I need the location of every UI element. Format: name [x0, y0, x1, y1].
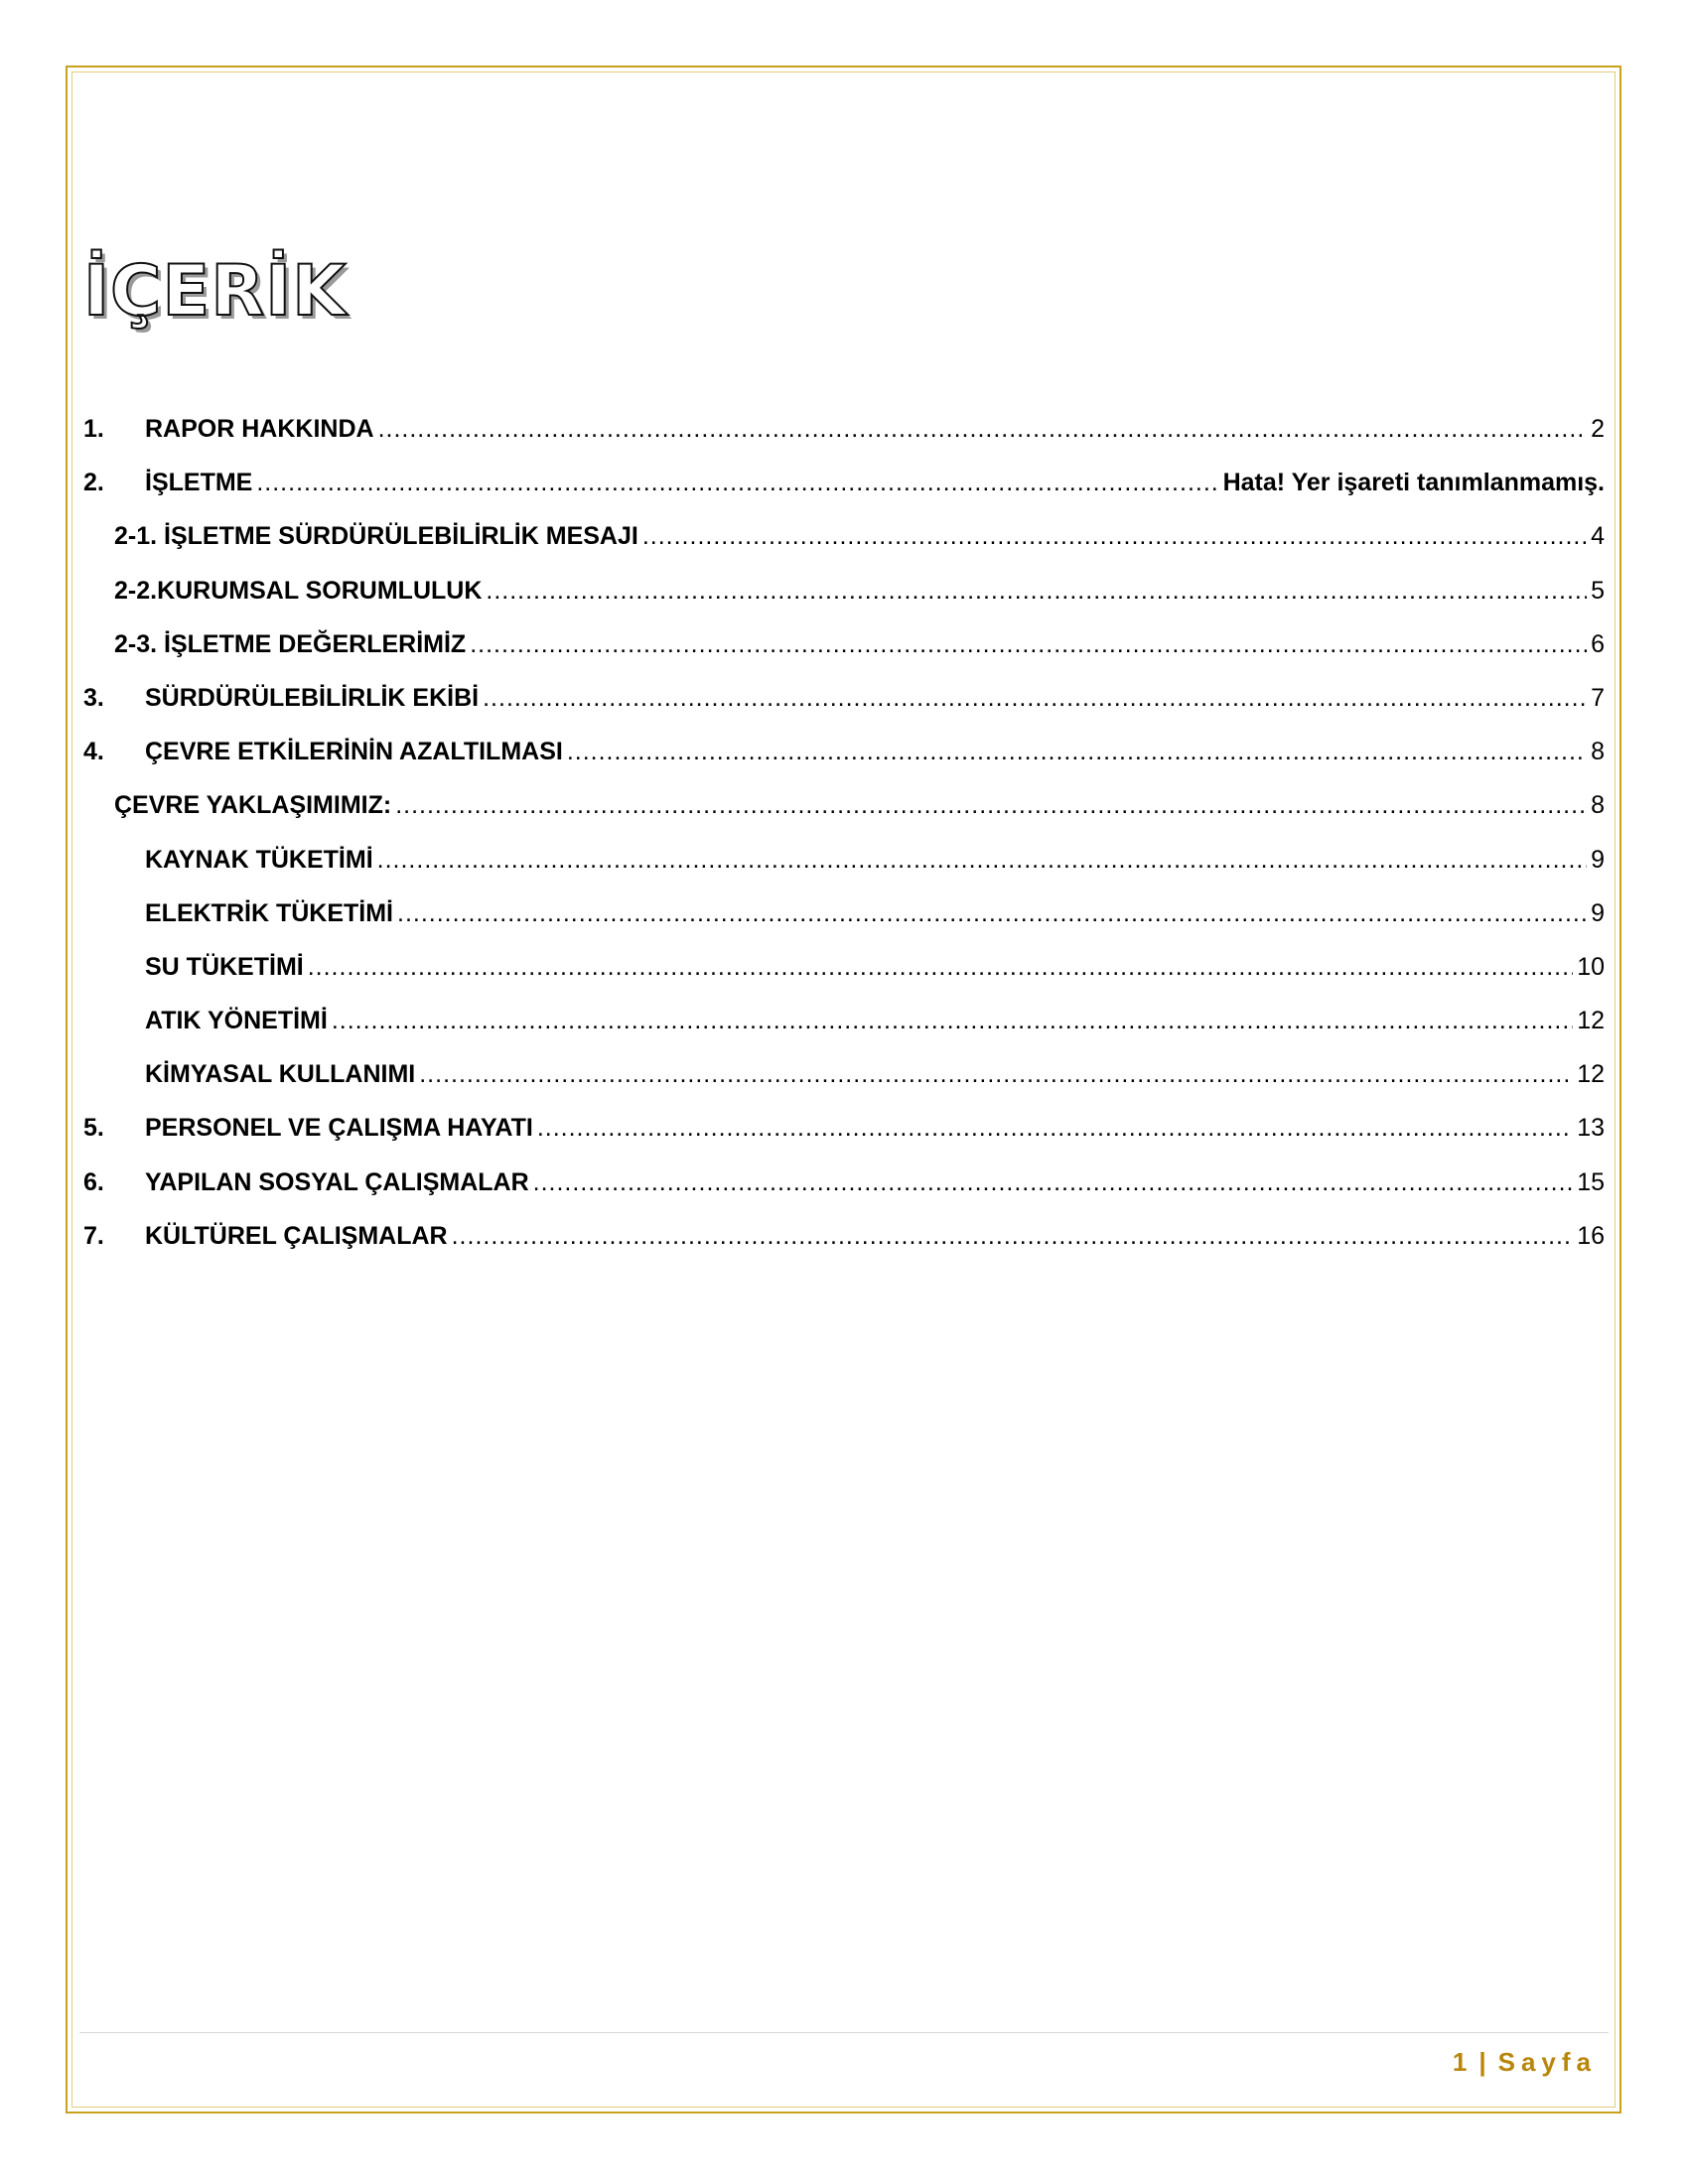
toc-entry-label: KİMYASAL KULLANIMI: [145, 1060, 416, 1089]
toc-entry-number: 5.: [83, 1114, 104, 1143]
toc-entry-page: 5: [1591, 576, 1605, 605]
toc-entry-label: KÜLTÜREL ÇALIŞMALAR: [145, 1221, 448, 1250]
toc-dot-leader: [332, 1007, 1573, 1035]
toc-entry-kaynak-tuketimi[interactable]: [83, 846, 1605, 899]
toc-entry-page: 8: [1591, 791, 1605, 820]
toc-entry-label: RAPOR HAKKINDA: [145, 415, 374, 443]
toc-entry-isletme-degerlerimiz[interactable]: [83, 630, 1605, 684]
toc-dot-leader: [378, 415, 1588, 444]
toc-dot-leader: [256, 469, 1218, 497]
footer-page-word: Sayfa: [1497, 2047, 1597, 2077]
toc-dot-leader: [308, 953, 1573, 982]
toc-dot-leader: [483, 684, 1587, 713]
toc-entry-number: 3.: [83, 683, 104, 712]
toc-entry-label: ELEKTRİK TÜKETİMİ: [145, 898, 393, 927]
toc-entry-label: 2-2.KURUMSAL SORUMLULUK: [114, 576, 483, 605]
toc-entry-personel[interactable]: [83, 1114, 1605, 1167]
toc-entry-su-tuketimi[interactable]: [83, 953, 1605, 1007]
toc-entry-surdurulebilirlik-ekibi[interactable]: [83, 684, 1605, 738]
toc-entry-label: İŞLETME: [145, 469, 253, 497]
toc-entry-label: 2-1. İŞLETME SÜRDÜRÜLEBİLİRLİK MESAJI: [114, 522, 638, 551]
toc-entry-label: SÜRDÜRÜLEBİLİRLİK EKİBİ: [145, 683, 480, 712]
toc-entry-page-error: Hata! Yer işareti tanımlanmamış.: [1222, 469, 1605, 497]
toc-entry-number: 6.: [83, 1167, 104, 1196]
toc-entry-page: 9: [1591, 845, 1605, 874]
toc-dot-leader: [486, 577, 1587, 606]
toc-entry-cevre-etkileri[interactable]: [83, 738, 1605, 791]
toc-entry-label: KAYNAK TÜKETİMİ: [145, 845, 373, 874]
toc-entry-kulturel-calismalar[interactable]: [83, 1222, 1605, 1276]
toc-entry-number: 1.: [83, 415, 104, 443]
toc-entry-page: 12: [1577, 1007, 1605, 1035]
toc-entry-kurumsal-sorumluluk[interactable]: [83, 577, 1605, 630]
toc-entry-page: 13: [1577, 1114, 1605, 1143]
toc-entry-page: 6: [1591, 629, 1605, 658]
toc-entry-page: 7: [1591, 683, 1605, 712]
toc-entry-page: 12: [1577, 1060, 1605, 1089]
page-footer: [1453, 2047, 1597, 2078]
toc-dot-leader: [395, 791, 1587, 820]
toc-entry-atik-yonetimi[interactable]: [83, 1007, 1605, 1060]
toc-entry-isletme[interactable]: [83, 469, 1605, 522]
footer-separator: |: [1478, 2047, 1492, 2077]
toc-dot-leader: [533, 1168, 1574, 1197]
footer-divider: [79, 2032, 1609, 2033]
toc-entry-label: ÇEVRE ETKİLERİNİN AZALTILMASI: [145, 738, 563, 766]
toc-dot-leader: [452, 1222, 1574, 1251]
toc-entry-sosyal-calismalar[interactable]: [83, 1168, 1605, 1222]
toc-entry-kimyasal-kullanimi[interactable]: [83, 1060, 1605, 1114]
toc-entry-page: 2: [1591, 415, 1605, 443]
toc-entry-label: SU TÜKETİMİ: [145, 952, 304, 981]
toc-dot-leader: [567, 738, 1587, 766]
toc-entry-page: 8: [1591, 738, 1605, 766]
toc-entry-page: 15: [1577, 1167, 1605, 1196]
toc-entry-number: 7.: [83, 1221, 104, 1250]
toc-entry-surdurulebilirlik-mesaji[interactable]: [83, 522, 1605, 576]
toc-dot-leader: [470, 630, 1587, 659]
table-of-contents: [83, 415, 1605, 1276]
toc-entry-label: ATIK YÖNETİMİ: [145, 1007, 328, 1035]
toc-entry-elektrik-tuketimi[interactable]: [83, 899, 1605, 953]
toc-title: İÇERİK: [83, 250, 348, 332]
toc-dot-leader: [642, 522, 1587, 551]
toc-entry-page: 10: [1577, 952, 1605, 981]
toc-dot-leader: [537, 1114, 1573, 1143]
toc-dot-leader: [397, 899, 1587, 928]
toc-entry-number: 4.: [83, 738, 104, 766]
toc-dot-leader: [377, 846, 1587, 875]
toc-entry-label: YAPILAN SOSYAL ÇALIŞMALAR: [145, 1167, 529, 1196]
toc-entry-cevre-yaklasimimiz[interactable]: [83, 791, 1605, 845]
toc-entry-label: 2-3. İŞLETME DEĞERLERİMİZ: [114, 629, 467, 658]
toc-entry-page: 4: [1591, 522, 1605, 551]
toc-dot-leader: [419, 1060, 1573, 1089]
toc-entry-rapor-hakkinda[interactable]: [83, 415, 1605, 469]
toc-entry-page: 9: [1591, 898, 1605, 927]
toc-entry-label: ÇEVRE YAKLAŞIMIMIZ:: [114, 791, 392, 820]
toc-entry-number: 2.: [83, 469, 104, 497]
footer-page-number: 1: [1452, 2047, 1474, 2077]
toc-entry-label: PERSONEL VE ÇALIŞMA HAYATI: [145, 1114, 533, 1143]
toc-entry-page: 16: [1577, 1221, 1605, 1250]
